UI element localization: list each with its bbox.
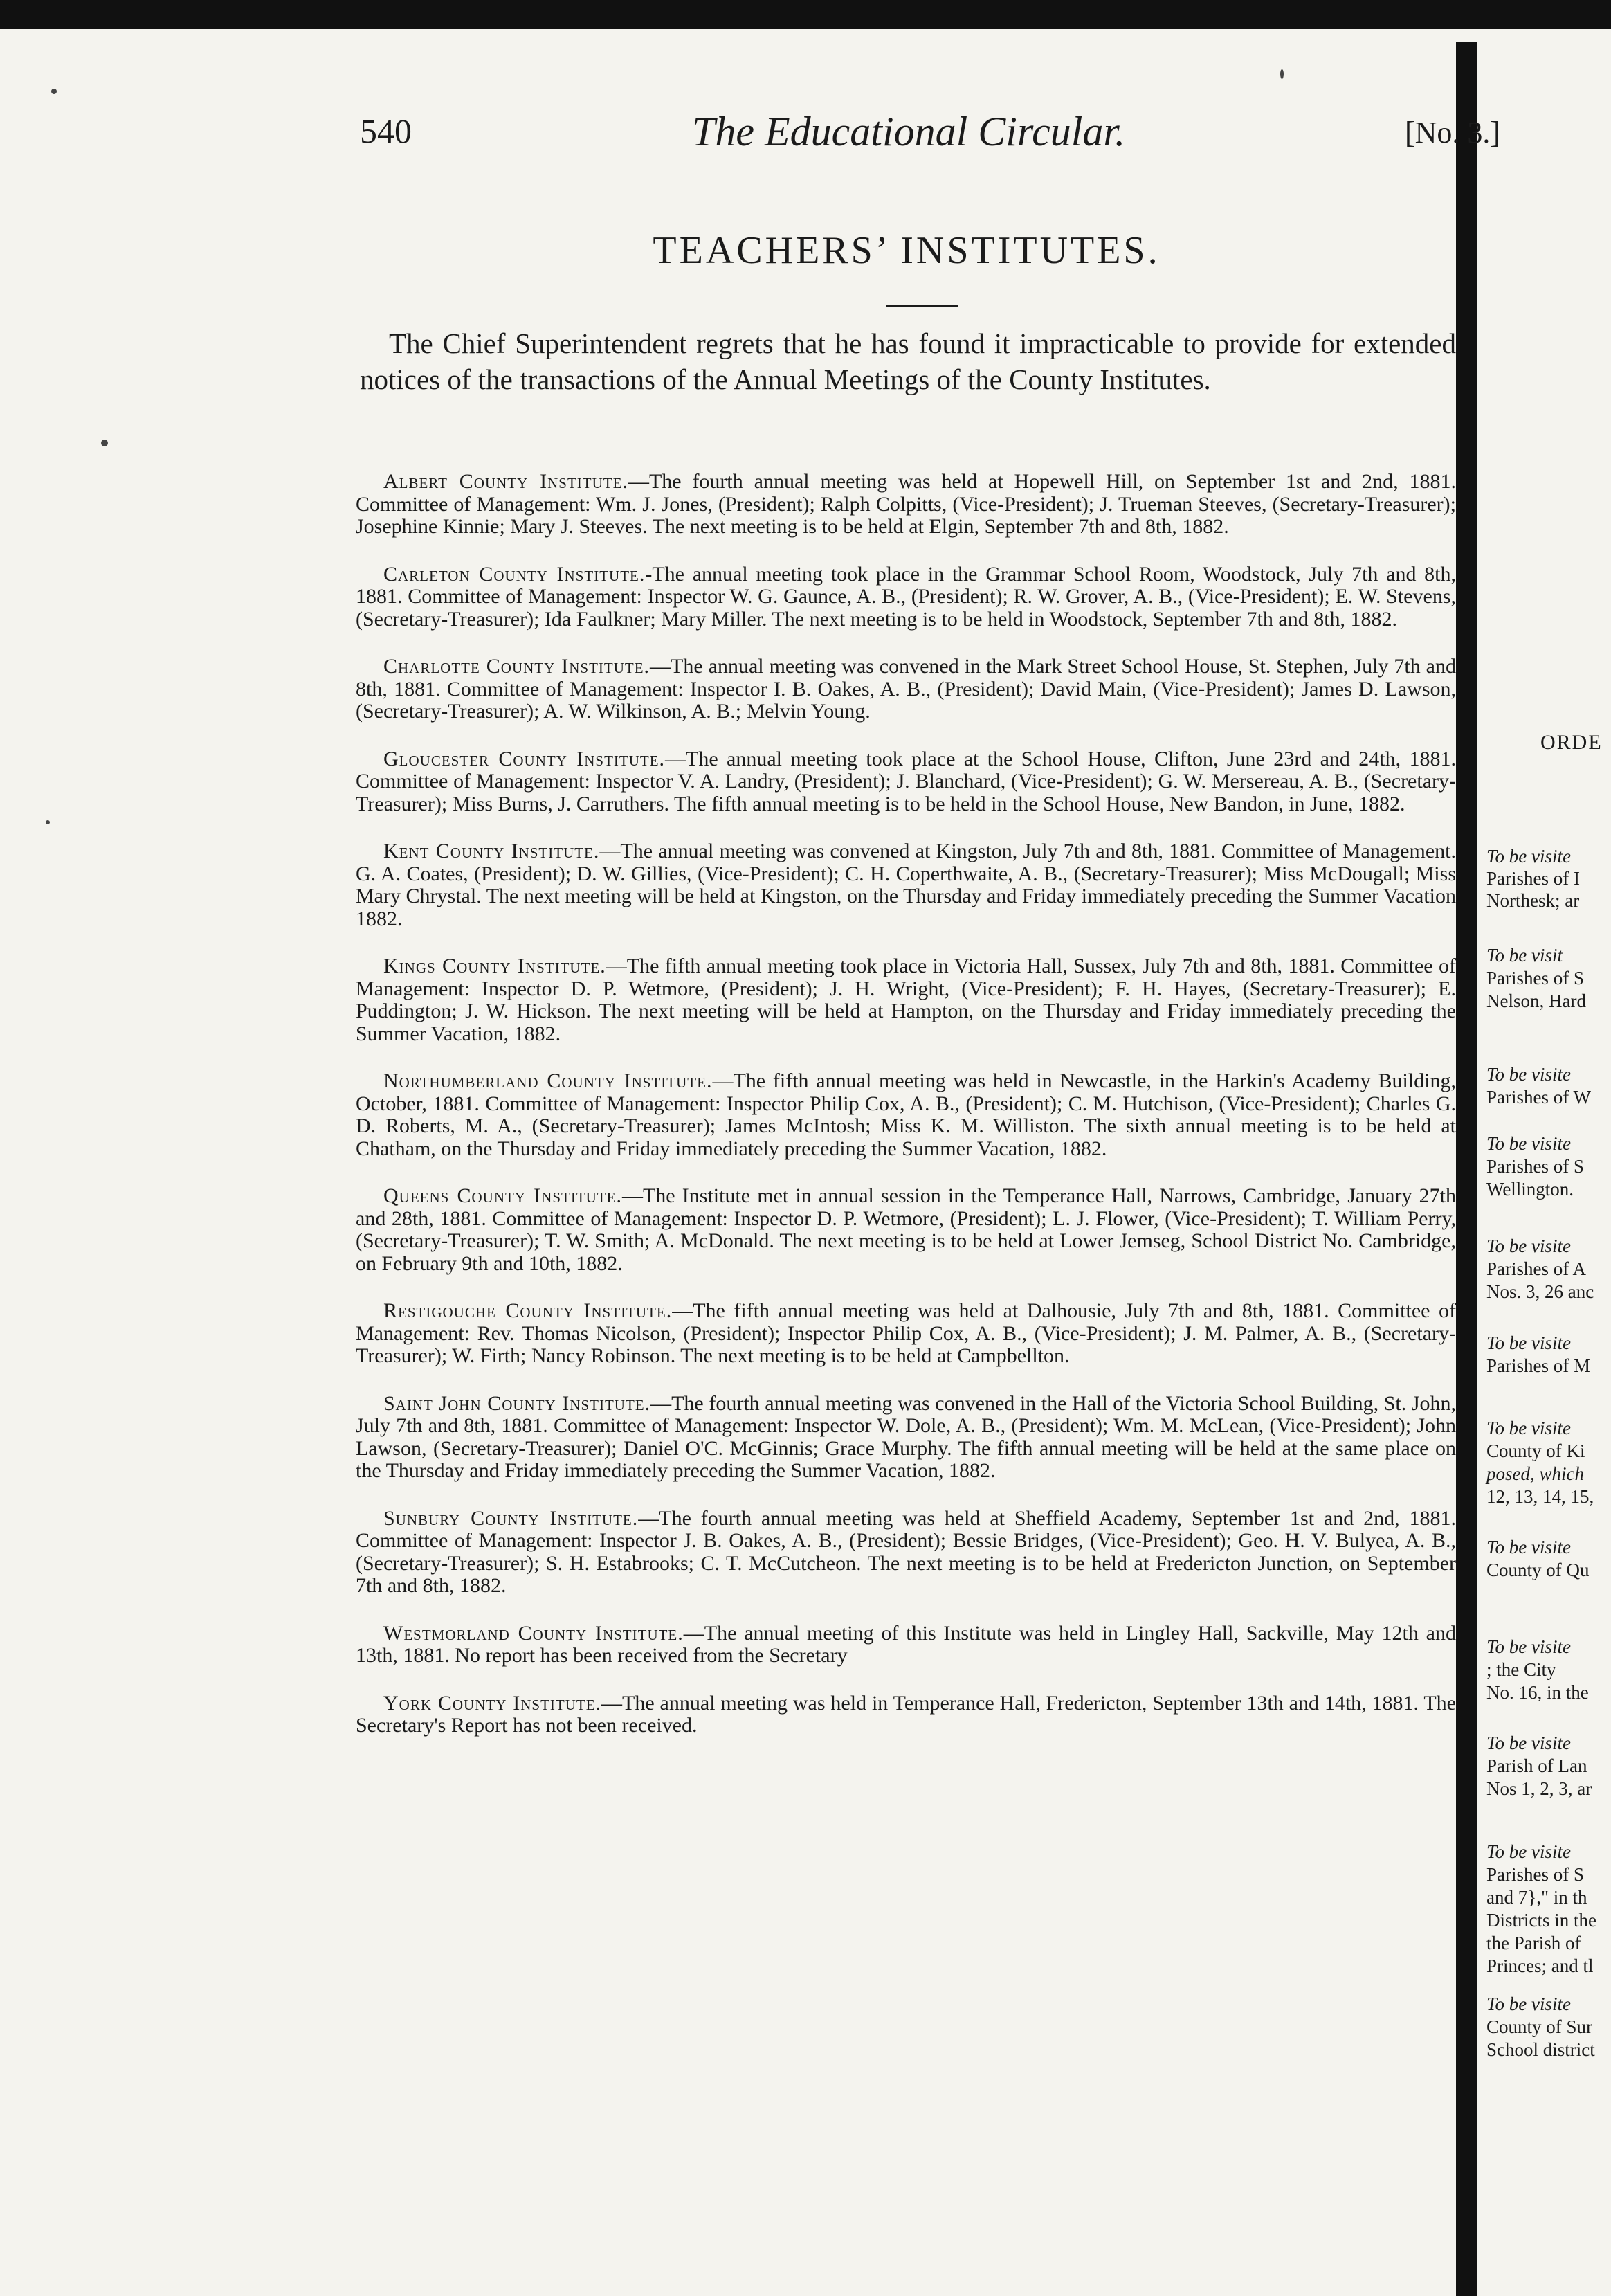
scan-speck — [1280, 69, 1284, 79]
issue-number: [No. 3.] — [1405, 116, 1501, 150]
adjacent-fragment: County of Sur — [1486, 2016, 1593, 2037]
entry-text: —The fifth annual meeting was held at Dalhousie, July 7th and 8th, 1881. Committee of Management: Rev. Thomas Nicolson, (President); Inspector Philip Cox, A. B., (Vice-President); J. M. Palmer, A. B., (Secretary-Treasurer); W. Firth; Nancy Robinson. The next meeting is to be held at Campbellton. — [356, 1299, 1456, 1367]
adjacent-fragment: County of Qu — [1486, 1560, 1590, 1580]
adjacent-fragment: To be visite — [1486, 1064, 1572, 1085]
adjacent-fragment: Parishes of W — [1486, 1087, 1591, 1108]
adjacent-fragment: the Parish of — [1486, 1933, 1581, 1953]
binding-gutter — [1456, 42, 1477, 2296]
adjacent-fragment: To be visite — [1486, 1733, 1572, 1753]
entry-heading: Carleton County Institute. — [383, 562, 646, 586]
adjacent-fragment: To be visite — [1486, 1332, 1572, 1353]
entry-heading: Albert County Institute. — [383, 471, 628, 493]
adjacent-fragment: To be visite — [1486, 1537, 1572, 1557]
page-header — [0, 104, 1611, 166]
adjacent-fragment: and 7}," in th — [1486, 1887, 1587, 1908]
entry-text: —The annual meeting took place at the School House, Clifton, June 23rd and 24th, 1881. Committee of Management: Inspector V. A. Landry, (President); J. Blanchard, (Vice-President); G. W. Mersereau, A. B., (Secretary-Treasurer); Miss Burns, J. Carruthers. The fifth annual meeting is to be held in the School House, New Bandon, in June, 1882. — [356, 747, 1456, 815]
institute-entries — [356, 471, 1456, 1762]
adjacent-fragment: Parishes of M — [1486, 1355, 1590, 1376]
adjacent-fragment: Parishes of S — [1486, 968, 1584, 988]
entry-heading: Queens County Institute. — [383, 1184, 622, 1207]
entry-gloucester — [356, 748, 1456, 816]
entry-heading: Gloucester County Institute. — [383, 747, 666, 770]
adjacent-fragment: Northesk; ar — [1486, 890, 1580, 911]
entry-heading: Kings County Institute. — [383, 955, 606, 977]
entry-heading: Westmorland County Institute. — [383, 1621, 684, 1645]
entry-kings — [356, 955, 1456, 1045]
adjacent-fragment: Nelson, Hard — [1486, 991, 1586, 1011]
entry-sunbury — [356, 1508, 1456, 1598]
entry-heading: Sunbury County Institute. — [383, 1506, 639, 1530]
adjacent-fragment: Parishes of S — [1486, 1156, 1584, 1177]
page-number: 540 — [360, 111, 412, 150]
entry-carleton — [356, 563, 1456, 631]
title-rule — [886, 305, 958, 307]
adjacent-fragment: To be visite — [1486, 1236, 1572, 1256]
adjacent-fragment: Nos. 3, 26 anc — [1486, 1281, 1594, 1302]
entry-queens — [356, 1185, 1456, 1275]
entry-text: —The fifth annual meeting was held in Newcastle, in the Harkin's Academy Building, October, 1881. Committee of Management: Inspector Philip Cox, A. B., (President); C. M. Hutchison, (Vice-President); Charles G. D. Roberts, M. A., (Secretary-Treasurer); James McIntosh; Miss K. M. Williston. The sixth annual meeting is to be held at Chatham, on the Thursday and Friday immediately preceding the Summer Vacation, 1882. — [356, 1069, 1456, 1160]
intro-paragraph — [360, 325, 1456, 397]
adjacent-fragment: Districts in the — [1486, 1910, 1596, 1931]
entry-text: —The annual meeting was convened at Kingston, July 7th and 8th, 1881. Committee of Management. G. A. Coates, (President); D. W. Gillies, (Vice-President); C. H. Coperthwaite, A. B., (Secretary-Treasurer); Miss McDougall; Miss Mary Chrystal. The next meeting will be held at Kingston, on the Thursday and Friday immediately preceding the Summer Vacation 1882. — [356, 840, 1456, 930]
adjacent-fragment: Princes; and tl — [1486, 1955, 1594, 1976]
entry-text: —The fourth annual meeting was held at Sheffield Academy, September 1st and 2nd, 1881. Committee of Management: Inspector J. B. Oakes, A. B., (President); Bessie Bridges, (Vice-President); Geo. H. V. Bulyea, A. B., (Secretary-Treasurer); S. H. Estabrooks; C. T. McCutcheon. The next meeting is to be held at Fredericton Junction, on September 7th and 8th, 1882. — [356, 1506, 1456, 1597]
entry-text: —The annual meeting of this Institute was held in Lingley Hall, Sackville, May 12th and 13th, 1881. No report has been received from the Secretary — [356, 1621, 1456, 1667]
entry-text: —The fourth annual meeting was convened in the Hall of the Victoria School Building, St. John, July 7th and 8th, 1881. Committee of Management: Inspector W. Dole, A. B., (President); Wm. M. McLean, (Vice-President); John Lawson, (Secretary-Treasurer); Daniel O'C. McGinnis; Grace Murphy. The fifth annual meeting will be held at the same place on the Thursday and Friday immediately preceding the Summer Vacation, 1882. — [356, 1391, 1456, 1482]
entry-albert — [356, 471, 1456, 539]
adjacent-fragment: 12, 13, 14, 15, — [1486, 1486, 1594, 1507]
entry-text: —The Institute met in annual session in the Temperance Hall, Narrows, Cambridge, January 27th and 28th, 1881. Committee of Management: Inspector D. P. Wetmore, (President); L. J. Flower, (Vice-President); T. William Perry, (Secretary-Treasurer); T. W. Smith; A. McDonald. The next meeting is to be held at Lower Jemseg, School District No. Cambridge, on February 9th and 10th, 1882. — [356, 1184, 1456, 1275]
entry-text: -The annual meeting took place in the Grammar School Room, Woodstock, July 7th and 8th, 1881. Committee of Management: Inspector W. G. Gaunce, A. B., (President); R. W. Grover, A. B., (Vice-President); E. W. Stevens, (Secretary-Treasurer); Ida Faulkner; Mary Miller. The next meeting is to be held in Woodstock, September 7th and 8th, 1882. — [356, 562, 1456, 631]
entry-text: —The fourth annual meeting was held at Hopewell Hill, on September 1st and 2nd, 1881. Committee of Management: Wm. J. Jones, (President); Ralph Colpitts, (Vice-President); J. Trueman Steeves, (Secretary-Treasurer); Josephine Kinnie; Mary J. Steeves. The next meeting is to be held at Elgin, September 7th and 8th, 1882. — [356, 471, 1456, 538]
adjacent-fragment: To be visite — [1486, 1133, 1572, 1154]
entry-york — [356, 1692, 1456, 1737]
adjacent-fragment: School district — [1486, 2039, 1595, 2060]
entry-northumberland — [356, 1070, 1456, 1160]
adjacent-fragment: Parish of Lan — [1486, 1755, 1587, 1776]
entry-heading: Charlotte County Institute. — [383, 655, 650, 678]
entry-saint-john — [356, 1393, 1456, 1483]
entry-charlotte — [356, 656, 1456, 723]
entry-heading: Northumberland County Institute. — [383, 1069, 713, 1092]
entry-heading: Saint John County Institute. — [383, 1391, 651, 1415]
adjacent-fragment: To be visite — [1486, 1994, 1572, 2014]
adjacent-fragment: To be visite — [1486, 1418, 1572, 1438]
scan-speck — [46, 820, 50, 824]
entry-heading: York County Institute. — [383, 1691, 602, 1715]
adjacent-fragment: ; the City — [1486, 1659, 1556, 1680]
adjacent-fragment: Parishes of I — [1486, 868, 1580, 889]
adjacent-fragment: No. 16, in the — [1486, 1682, 1589, 1703]
adjacent-fragment: Nos 1, 2, 3, ar — [1486, 1778, 1592, 1799]
adjacent-fragment: To be visit — [1486, 945, 1563, 966]
adjacent-fragment: Parishes of S — [1486, 1864, 1584, 1885]
entry-text: —The annual meeting was held in Temperance Hall, Fredericton, September 13th and 14th, 1881. The Secretary's Report has not been received. — [356, 1691, 1456, 1737]
entry-heading: Restigouche County Institute. — [383, 1299, 673, 1322]
adjacent-fragment: To be visite — [1486, 1636, 1572, 1657]
entry-westmorland — [356, 1622, 1456, 1667]
entry-text: —The fifth annual meeting took place in Victoria Hall, Sussex, July 7th and 8th, 1881. Committee of Management: Inspector D. P. Wetmore, (President); J. H. Wright, (Vice-President); F. H. Hayes, (Secretary-Treasurer); E. Puddington; J. W. Hickson. The next meeting will be held at Hampton, on the Thursday and Friday immediately preceding the Summer Vacation, 1882. — [356, 955, 1456, 1045]
adjacent-fragment: To be visite — [1486, 1841, 1572, 1862]
adjacent-fragment: posed, which — [1486, 1463, 1584, 1484]
adjacent-page-heading: ORDE — [1540, 731, 1603, 754]
adjacent-fragment: To be visite — [1486, 846, 1572, 867]
scan-speck — [101, 440, 108, 446]
entry-heading: Kent County Institute. — [383, 840, 600, 862]
intro-text: The Chief Superintendent regrets that he has found it impracticable to provide for extended notices of the transactions of the Annual Meetings of the County Institutes. — [360, 327, 1456, 395]
entry-restigouche — [356, 1300, 1456, 1368]
entry-text: —The annual meeting was convened in the Mark Street School House, St. Stephen, July 7th and 8th, 1881. Committee of Management: Inspector I. B. Oakes, A. B., (President); David Main, (Vice-President); James D. Lawson, (Secretary-Treasurer); A. W. Wilkinson, A. B.; Melvin Young. — [356, 655, 1456, 723]
adjacent-page-column — [1482, 0, 1611, 2296]
adjacent-fragment: Parishes of A — [1486, 1258, 1586, 1279]
adjacent-fragment: Wellington. — [1486, 1179, 1574, 1200]
adjacent-fragment: County of Ki — [1486, 1440, 1585, 1461]
scan-top-border — [0, 0, 1611, 29]
article-title: TEACHERS’ INSTITUTES. — [653, 229, 1161, 272]
entry-kent — [356, 840, 1456, 930]
scan-speck — [51, 89, 57, 94]
journal-title: The Educational Circular. — [692, 109, 1126, 154]
